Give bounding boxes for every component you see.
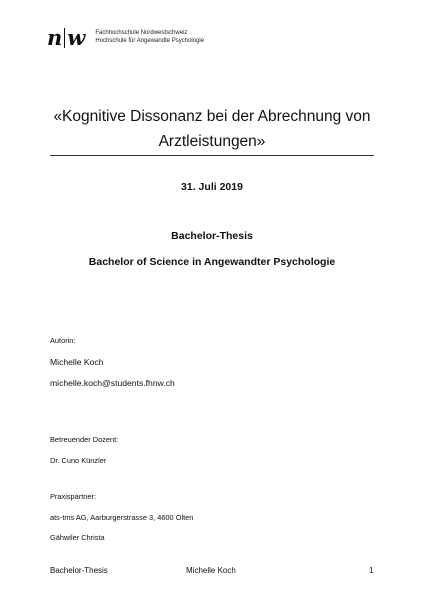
supervisor-label: Betreuender Dozent: <box>50 435 119 444</box>
logo-letter-n: n <box>47 25 63 50</box>
institution-line-1: Fachhochschule Nordwestschweiz <box>95 30 188 36</box>
supervisor-name: Dr. Cuno Künzler <box>50 456 107 465</box>
degree-program: Bachelor of Science in Angewandter Psychologie <box>88 256 336 268</box>
page-number: 1 <box>369 566 374 575</box>
logo-mark <box>47 27 85 48</box>
fhnw-logo <box>47 27 204 48</box>
logo-letter-w: w <box>67 25 86 50</box>
thesis-type: Bachelor-Thesis <box>171 230 253 242</box>
author-email: michelle.koch@students.fhnw.ch <box>50 378 175 388</box>
author-label: Autorin: <box>50 336 76 345</box>
logo-separator <box>64 28 65 48</box>
footer-author: Michelle Koch <box>186 566 236 575</box>
author-name: Michelle Koch <box>50 357 104 367</box>
submission-date: 31. Juli 2019 <box>181 181 243 193</box>
title-divider <box>50 155 374 156</box>
thesis-title-line-2: Arztleistungen» <box>158 133 266 150</box>
thesis-title-line-1: «Kognitive Dissonanz bei der Abrechnung von <box>53 108 371 125</box>
partner-contact: Gähwiler Christa <box>50 533 105 542</box>
footer-document-type: Bachelor-Thesis <box>50 566 108 575</box>
institution-line-2: Hochschule für Angewandte Psychologie <box>95 37 205 44</box>
institution-name <box>95 30 204 45</box>
thesis-title <box>50 104 374 154</box>
partner-label: Praxispartner: <box>50 492 97 501</box>
partner-company: ats-tms AG, Aarburgerstrasse 3, 4600 Olten <box>50 513 194 522</box>
